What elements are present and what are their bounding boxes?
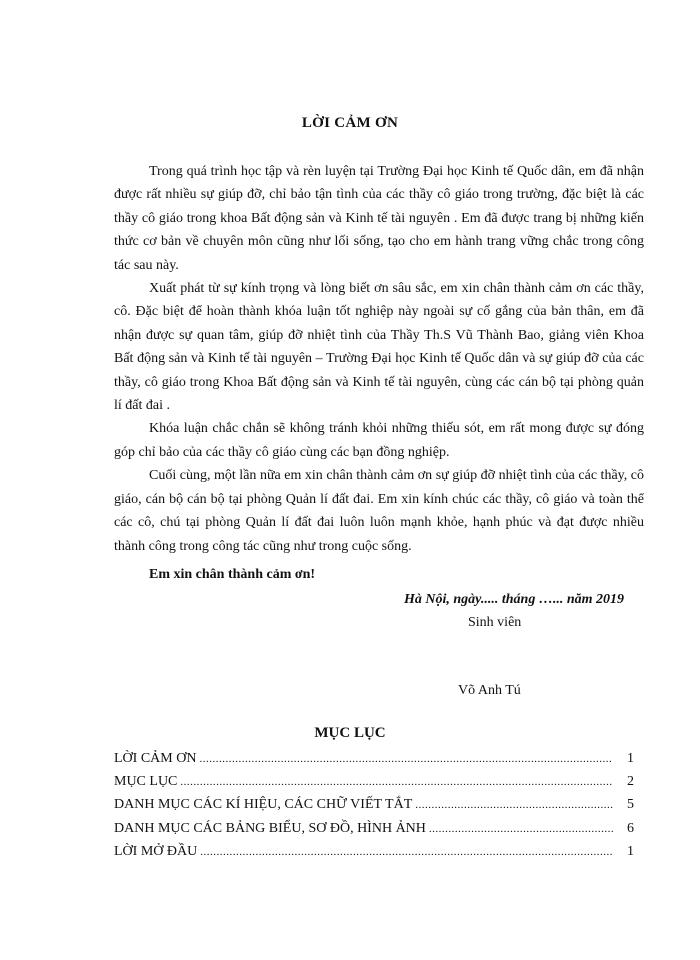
- paragraph: Khóa luận chắc chắn sẽ không tránh khỏi những thiếu sót, em rất mong được sự đóng góp chỉ bảo của các thầy cô giáo cùng các bạn đồng nghiệp.: [114, 421, 644, 460]
- acknowledgement-body: [114, 160, 644, 558]
- toc-leader-dots: [200, 841, 613, 864]
- toc-title: MỤC LỤC: [314, 725, 386, 741]
- toc-entry-label: LỜI MỞ ĐẦU: [114, 843, 198, 859]
- signer-name: Võ Anh Tú: [458, 683, 521, 698]
- toc-entry-page: 5: [627, 797, 634, 813]
- toc-leader-dots: [415, 794, 613, 817]
- signer-role: Sinh viên: [468, 615, 522, 630]
- paragraph: Xuất phát từ sự kính trọng và lòng biết ơn sâu sắc, em xin chân thành cảm ơn các thầy, cô. Đặc biệt để hoàn thành khóa luận tốt nghiệp này ngoài sự cố gắng của bản thân, em đã nhận được sự quan tâm, giúp đỡ nhiệt tình của Thầy Th.S Vũ Thành Bao, giảng viên Khoa Bất động sản và Kinh tế tài nguyên – Trường Đại học Kinh tế Quốc dân và sự giúp đỡ của các thầy, cô giáo trong Khoa Bất động sản và Kinh tế tài nguyên, cùng các cán bộ tại phòng quản lí đất đai .: [114, 281, 644, 414]
- toc-entry-page: 6: [627, 820, 634, 836]
- table-of-contents: [114, 747, 634, 863]
- toc-leader-dots: [199, 748, 613, 771]
- toc-entry-label: DANH MỤC CÁC KÍ HIỆU, CÁC CHỮ VIẾT TẮT: [114, 797, 413, 813]
- toc-entry[interactable]: [114, 747, 634, 770]
- toc-leader-dots: [180, 771, 613, 794]
- toc-entry[interactable]: [114, 793, 634, 816]
- toc-entry-label: LỜI CẢM ƠN: [114, 751, 197, 766]
- paragraph: Trong quá trình học tập và rèn luyện tại Trường Đại học Kinh tế Quốc dân, em đã nhận được rất nhiều sự giúp đỡ, chỉ bảo tận tình của các thầy cô giáo trong trường, đặc biệt là các thầy cô giáo trong khoa Bất động sản và Kinh tế tài nguyên . Em đã được trang bị những kiến thức cơ bản về chuyên môn cũng như lối sống, tạo cho em hành trang vững chắc trong công tác sau này.: [114, 164, 644, 273]
- toc-entry-label: MỤC LỤC: [114, 774, 178, 790]
- toc-entry[interactable]: [114, 817, 634, 840]
- page-title: LỜI CẢM ƠN: [301, 115, 399, 131]
- toc-entry-label: DANH MỤC CÁC BẢNG BIỂU, SƠ ĐỒ, HÌNH ẢNH: [114, 820, 426, 836]
- toc-entry-page: 1: [627, 751, 634, 766]
- toc-entry[interactable]: [114, 770, 634, 793]
- paragraph: Cuối cùng, một lần nữa em xin chân thành cảm ơn sự giúp đỡ nhiệt tình của các thầy, cô giáo, cán bộ cán bộ tại phòng Quản lí đất đai. Em xin kính chúc các thầy, cô giáo và toàn thể các cô, chú tại phòng Quản lí đất đai luôn luôn mạnh khỏe, hạnh phúc và đạt được nhiều thành công trong công tác cũng như trong cuộc sống.: [114, 468, 644, 554]
- toc-entry-page: 2: [627, 774, 634, 790]
- toc-entry[interactable]: [114, 840, 634, 863]
- date-line: Hà Nội, ngày..... tháng …... năm 2019: [403, 592, 624, 607]
- toc-leader-dots: [429, 818, 613, 841]
- closing-line: Em xin chân thành cảm ơn!: [149, 567, 316, 582]
- toc-entry-page: 1: [627, 843, 634, 859]
